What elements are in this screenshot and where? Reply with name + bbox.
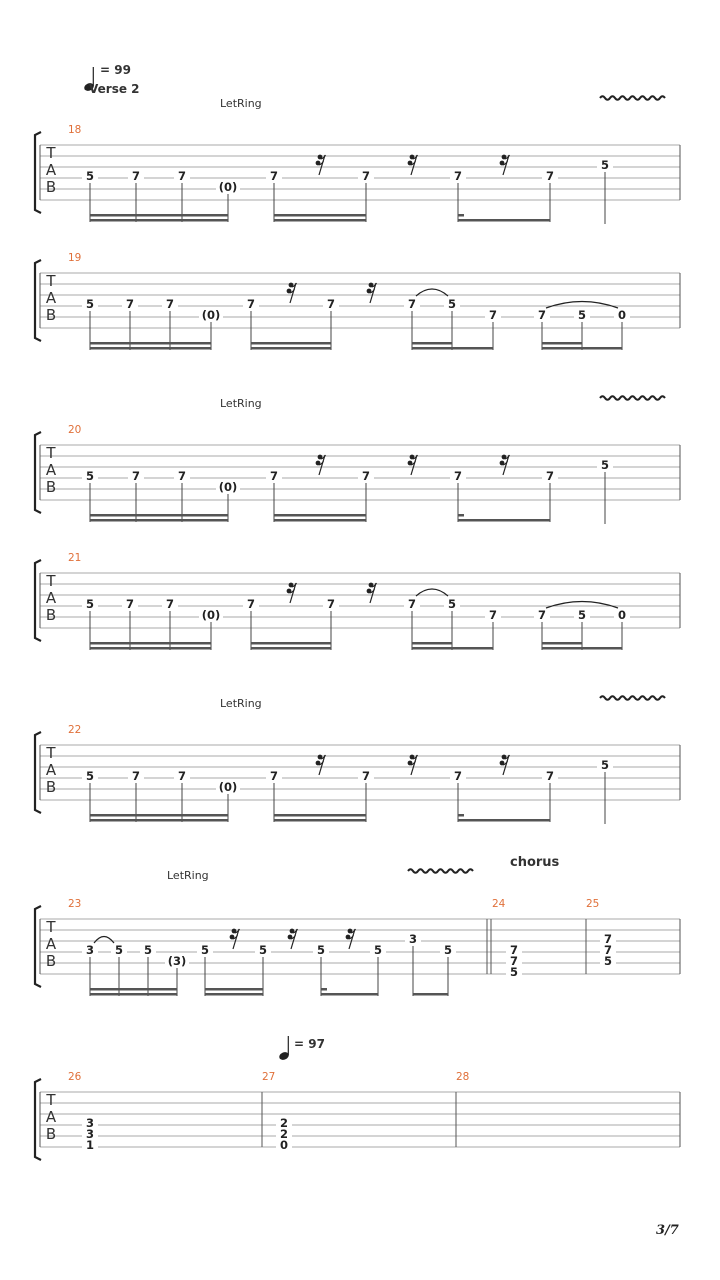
fret-number: 7 — [125, 597, 135, 611]
quarter-note-icon — [278, 1036, 290, 1061]
fret-number: 5 — [600, 458, 610, 472]
fret-number: 7 — [453, 769, 463, 783]
tab-letter-a: A — [45, 289, 57, 307]
chord-m24 — [506, 943, 522, 979]
fret-number: 7 — [453, 469, 463, 483]
fret-number: 7 — [131, 469, 141, 483]
tab-letter-t: T — [46, 744, 56, 762]
fret-number: 5 — [373, 943, 383, 957]
sixteenth-rest-icon — [500, 755, 510, 775]
sixteenth-rest-icon — [367, 283, 377, 303]
sixteenth-rest-icon — [408, 155, 418, 175]
tab-letter-b: B — [45, 606, 57, 624]
measure-number: 20 — [68, 424, 82, 436]
fret-number: 1 — [85, 1138, 95, 1152]
sixteenth-rest-icon — [500, 455, 510, 475]
fret-number: 0 — [617, 308, 627, 322]
tab-system-7 — [35, 1036, 680, 1160]
fret-number: 5 — [603, 954, 613, 968]
fret-number: 5 — [200, 943, 210, 957]
fret-number: 7 — [603, 932, 613, 946]
fret-number: 3 — [85, 1127, 95, 1141]
fret-number: 5 — [258, 943, 268, 957]
tab-clef — [45, 744, 56, 796]
staff — [35, 906, 680, 987]
fret-number: 7 — [488, 608, 498, 622]
fret-number: 5 — [85, 297, 95, 311]
fret-number: 5 — [443, 943, 453, 957]
measure-number: 26 — [68, 1071, 82, 1083]
measure-number: 21 — [68, 552, 82, 564]
fret-number: 5 — [447, 597, 457, 611]
tab-letter-a: A — [45, 761, 57, 779]
vibrato-icon — [600, 696, 665, 700]
tab-letter-t: T — [46, 272, 56, 290]
fret-number: 3 — [408, 932, 418, 946]
tab-system-6 — [35, 855, 680, 996]
fret-number: 7 — [177, 469, 187, 483]
tab-letter-b: B — [45, 1125, 57, 1143]
fret-number: 7 — [361, 469, 371, 483]
fret-numbers — [82, 297, 630, 322]
fret-number: 7 — [545, 469, 555, 483]
fret-number: 7 — [509, 954, 519, 968]
let-ring-label: LetRing — [220, 97, 262, 110]
slur-arc — [94, 937, 114, 944]
sixteenth-rest-icon — [346, 929, 356, 949]
sixteenth-rest-icon — [288, 929, 298, 949]
let-ring-label: LetRing — [167, 869, 209, 882]
vibrato-icon — [600, 396, 665, 400]
tab-system-1 — [35, 96, 680, 224]
fret-number: 7 — [269, 169, 279, 183]
fret-number: 7 — [488, 308, 498, 322]
tempo-text: = 99 — [100, 63, 131, 77]
fret-number: 5 — [577, 608, 587, 622]
fret-number: (0) — [218, 180, 238, 194]
fret-number: 7 — [177, 169, 187, 183]
sixteenth-rest-icon — [316, 755, 326, 775]
sixteenth-rest-icon — [287, 583, 297, 603]
let-ring-label: LetRing — [220, 397, 262, 410]
tab-letter-a: A — [45, 161, 57, 179]
fret-number: 7 — [545, 769, 555, 783]
sixteenth-rest-icon — [408, 455, 418, 475]
fret-number: 7 — [407, 297, 417, 311]
measure-number: 23 — [68, 898, 82, 910]
fret-number: 2 — [279, 1127, 289, 1141]
fret-number: 7 — [246, 297, 256, 311]
tab-letter-b: B — [45, 778, 57, 796]
tab-letter-t: T — [46, 144, 56, 162]
fret-number: 3 — [85, 943, 95, 957]
chord-m25 — [600, 932, 616, 968]
fret-number: 7 — [165, 297, 175, 311]
fret-number: 5 — [447, 297, 457, 311]
let-ring-label: LetRing — [220, 697, 262, 710]
fret-number: 7 — [361, 169, 371, 183]
measure-number: 27 — [262, 1071, 276, 1083]
beams — [90, 814, 550, 822]
measure-number: 24 — [492, 898, 506, 910]
vibrato-icon — [408, 869, 473, 873]
chord-m26 — [82, 1116, 98, 1152]
tab-letter-a: A — [45, 589, 57, 607]
fret-number: 7 — [545, 169, 555, 183]
beams — [90, 514, 550, 522]
tab-clef — [45, 272, 56, 324]
fret-number: 5 — [85, 769, 95, 783]
chord-m27 — [276, 1116, 292, 1152]
tempo-text: = 97 — [294, 1037, 325, 1051]
staff — [35, 1079, 680, 1160]
sixteenth-rest-icon — [316, 155, 326, 175]
section-title: Verse 2 — [89, 82, 140, 96]
sixteenth-rest-icon — [287, 283, 297, 303]
fret-number: 7 — [177, 769, 187, 783]
tab-letter-b: B — [45, 306, 57, 324]
fret-number: 0 — [617, 608, 627, 622]
fret-number: (0) — [201, 308, 221, 322]
fret-number: 5 — [600, 158, 610, 172]
sixteenth-rest-icon — [408, 755, 418, 775]
tab-letter-t: T — [46, 444, 56, 462]
tab-system-4 — [35, 552, 680, 650]
tab-letter-b: B — [45, 952, 57, 970]
beams — [90, 214, 550, 222]
fret-number: 5 — [600, 758, 610, 772]
tab-letter-t: T — [46, 1091, 56, 1109]
fret-number: 7 — [165, 597, 175, 611]
tab-letter-a: A — [45, 1108, 57, 1126]
fret-number: 5 — [316, 943, 326, 957]
fret-number: 5 — [577, 308, 587, 322]
fret-number: 5 — [85, 469, 95, 483]
measure-number: 22 — [68, 724, 82, 736]
fret-number: 7 — [326, 297, 336, 311]
fret-number: 7 — [537, 308, 547, 322]
tab-system-2 — [35, 252, 680, 350]
vibrato-icon — [600, 96, 665, 100]
fret-number: 7 — [407, 597, 417, 611]
sixteenth-rest-icon — [500, 155, 510, 175]
tab-letter-t: T — [46, 572, 56, 590]
fret-number: 7 — [603, 943, 613, 957]
fret-number: 7 — [453, 169, 463, 183]
fret-number: 2 — [279, 1116, 289, 1130]
section-chorus: chorus — [510, 855, 560, 870]
sixteenth-rest-icon — [316, 455, 326, 475]
fret-number: 0 — [279, 1138, 289, 1152]
fret-number: (0) — [218, 780, 238, 794]
tab-system-3 — [35, 396, 680, 524]
tab-system-5 — [35, 696, 680, 824]
measure-number: 28 — [456, 1071, 470, 1083]
fret-number: 7 — [326, 597, 336, 611]
fret-number: 5 — [114, 943, 124, 957]
fret-number: 7 — [509, 943, 519, 957]
page-number: 3/7 — [656, 1223, 679, 1238]
tab-clef — [45, 444, 56, 496]
fret-number: 7 — [361, 769, 371, 783]
tab-clef — [45, 572, 56, 624]
fret-number: 7 — [131, 769, 141, 783]
fret-number: 7 — [131, 169, 141, 183]
tab-clef — [45, 918, 56, 970]
tab-letter-t: T — [46, 918, 56, 936]
fret-number: 5 — [509, 965, 519, 979]
fret-number: 7 — [269, 769, 279, 783]
fret-number: 7 — [269, 469, 279, 483]
measure-number: 25 — [586, 898, 600, 910]
fret-number: 5 — [85, 169, 95, 183]
fret-number: 7 — [125, 297, 135, 311]
tab-letter-b: B — [45, 178, 57, 196]
fret-number: 7 — [537, 608, 547, 622]
tab-clef — [45, 1091, 56, 1143]
sixteenth-rest-icon — [367, 583, 377, 603]
fret-numbers — [82, 597, 630, 622]
fret-number: 3 — [85, 1116, 95, 1130]
fret-number: (0) — [201, 608, 221, 622]
fret-number: 5 — [143, 943, 153, 957]
measure-number: 18 — [68, 124, 82, 136]
tab-clef — [45, 144, 56, 196]
fret-number: 5 — [85, 597, 95, 611]
fret-number: 7 — [246, 597, 256, 611]
tempo-marking — [278, 1036, 325, 1061]
measure-number: 19 — [68, 252, 82, 264]
tab-letter-b: B — [45, 478, 57, 496]
fret-number: (3) — [167, 954, 187, 968]
tab-letter-a: A — [45, 935, 57, 953]
tab-letter-a: A — [45, 461, 57, 479]
sixteenth-rest-icon — [230, 929, 240, 949]
fret-number: (0) — [218, 480, 238, 494]
beams — [90, 988, 448, 996]
